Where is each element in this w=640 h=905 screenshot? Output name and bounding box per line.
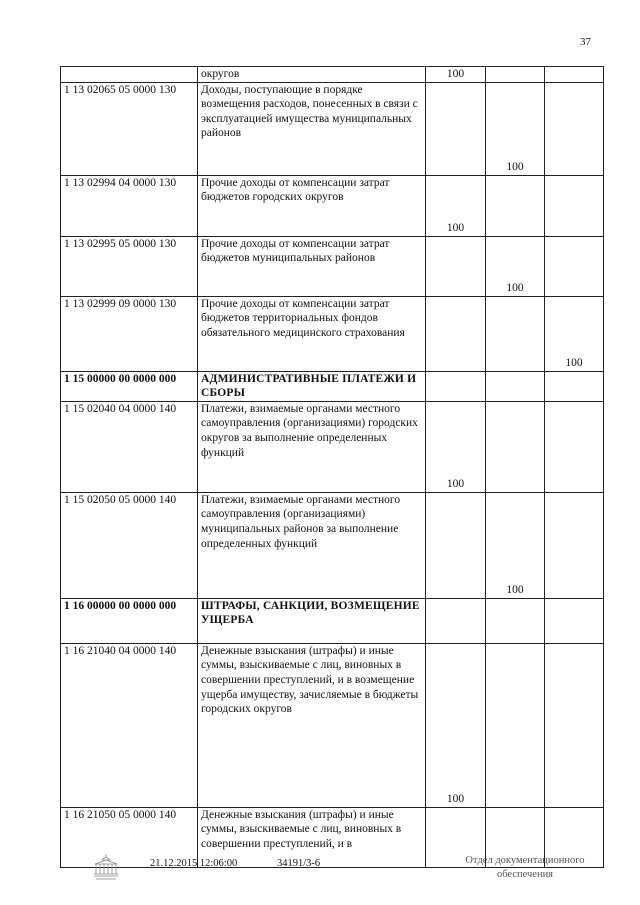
table-row: [61, 371, 604, 401]
income-name-cell: Прочие доходы от компенсации затрат бюджетов городских округов: [198, 175, 426, 236]
footer-date: 21.12.2015 12:06:00: [150, 858, 238, 869]
value-cell-1: [426, 82, 486, 175]
footer-department: Отдел документационного обеспечения: [465, 855, 585, 880]
income-code-cell: 1 16 21040 04 0000 140: [61, 643, 198, 807]
value-cell-3: [545, 82, 604, 175]
income-code-cell: 1 15 02040 04 0000 140: [61, 401, 198, 492]
table-row: [61, 643, 604, 807]
value-cell-3: [545, 175, 604, 236]
footer-document-number: 34191/3-6: [277, 858, 321, 869]
value-cell-3: [545, 401, 604, 492]
income-code-cell: 1 13 02995 05 0000 130: [61, 236, 198, 296]
value-cell-2: 100: [486, 82, 545, 175]
income-name-cell: Прочие доходы от компенсации затрат бюджетов муниципальных районов: [198, 236, 426, 296]
value-cell-3: 100: [545, 296, 604, 371]
income-name-cell: Платежи, взимаемые органами местного самоуправления (организациями) городских округов за выполнение определенных функций: [198, 401, 426, 492]
page-number: 37: [580, 36, 591, 48]
value-cell-2: [486, 643, 545, 807]
value-cell-3: [545, 67, 604, 83]
income-code-cell: 1 15 00000 00 0000 000: [61, 371, 198, 401]
value-cell-1: [426, 598, 486, 643]
income-name-cell: ШТРАФЫ, САНКЦИИ, ВОЗМЕЩЕНИЕ УЩЕРБА: [198, 598, 426, 643]
value-cell-2: [486, 371, 545, 401]
table-row: [61, 401, 604, 492]
table-row: [61, 67, 604, 83]
income-name-cell: АДМИНИСТРАТИВНЫЕ ПЛАТЕЖИ И СБОРЫ: [198, 371, 426, 401]
value-cell-2: [486, 598, 545, 643]
value-cell-1: [426, 296, 486, 371]
table-row: [61, 175, 604, 236]
value-cell-1: 100: [426, 401, 486, 492]
income-name-cell: Доходы, поступающие в порядке возмещения расходов, понесенных в связи с эксплуатацией имущества муниципальных районов: [198, 82, 426, 175]
value-cell-2: 100: [486, 236, 545, 296]
value-cell-3: [545, 492, 604, 598]
income-name-cell: Прочие доходы от компенсации затрат бюджетов территориальных фондов обязательного медицинского страхования: [198, 296, 426, 371]
value-cell-2: [486, 296, 545, 371]
value-cell-1: 100: [426, 67, 486, 83]
income-name-cell: Платежи, взимаемые органами местного самоуправления (организациями) муниципальных районов за выполнение определенных функций: [198, 492, 426, 598]
table-row: [61, 82, 604, 175]
income-code-cell: 1 13 02065 05 0000 130: [61, 82, 198, 175]
value-cell-1: 100: [426, 643, 486, 807]
value-cell-2: [486, 175, 545, 236]
income-code-cell: 1 16 00000 00 0000 000: [61, 598, 198, 643]
value-cell-1: [426, 236, 486, 296]
budget-table: [60, 66, 604, 868]
income-code-cell: 1 16 21050 05 0000 140: [61, 807, 198, 867]
value-cell-3: [545, 371, 604, 401]
income-name-cell: Денежные взыскания (штрафы) и иные суммы, взыскиваемые с лиц, виновных в совершении преступлений, и в возмещение ущерба имуществу, зачисляемые в бюджеты городских округов: [198, 643, 426, 807]
value-cell-2: 100: [486, 492, 545, 598]
value-cell-3: [545, 236, 604, 296]
duma-building-icon: [92, 852, 120, 882]
value-cell-2: [486, 401, 545, 492]
value-cell-3: [545, 643, 604, 807]
value-cell-1: 100: [426, 175, 486, 236]
income-code-cell: 1 13 02999 09 0000 130: [61, 296, 198, 371]
budget-table-body: [61, 67, 604, 868]
value-cell-1: [426, 371, 486, 401]
income-name-cell: округов: [198, 67, 426, 83]
table-row: [61, 296, 604, 371]
income-code-cell: [61, 67, 198, 83]
table-row: [61, 236, 604, 296]
value-cell-2: [486, 67, 545, 83]
income-code-cell: 1 15 02050 05 0000 140: [61, 492, 198, 598]
income-name-cell: Денежные взыскания (штрафы) и иные суммы, взыскиваемые с лиц, виновных в совершении преступлений, и в: [198, 807, 426, 867]
income-code-cell: 1 13 02994 04 0000 130: [61, 175, 198, 236]
value-cell-3: [545, 598, 604, 643]
table-row: [61, 492, 604, 598]
value-cell-1: [426, 492, 486, 598]
table-row: [61, 598, 604, 643]
